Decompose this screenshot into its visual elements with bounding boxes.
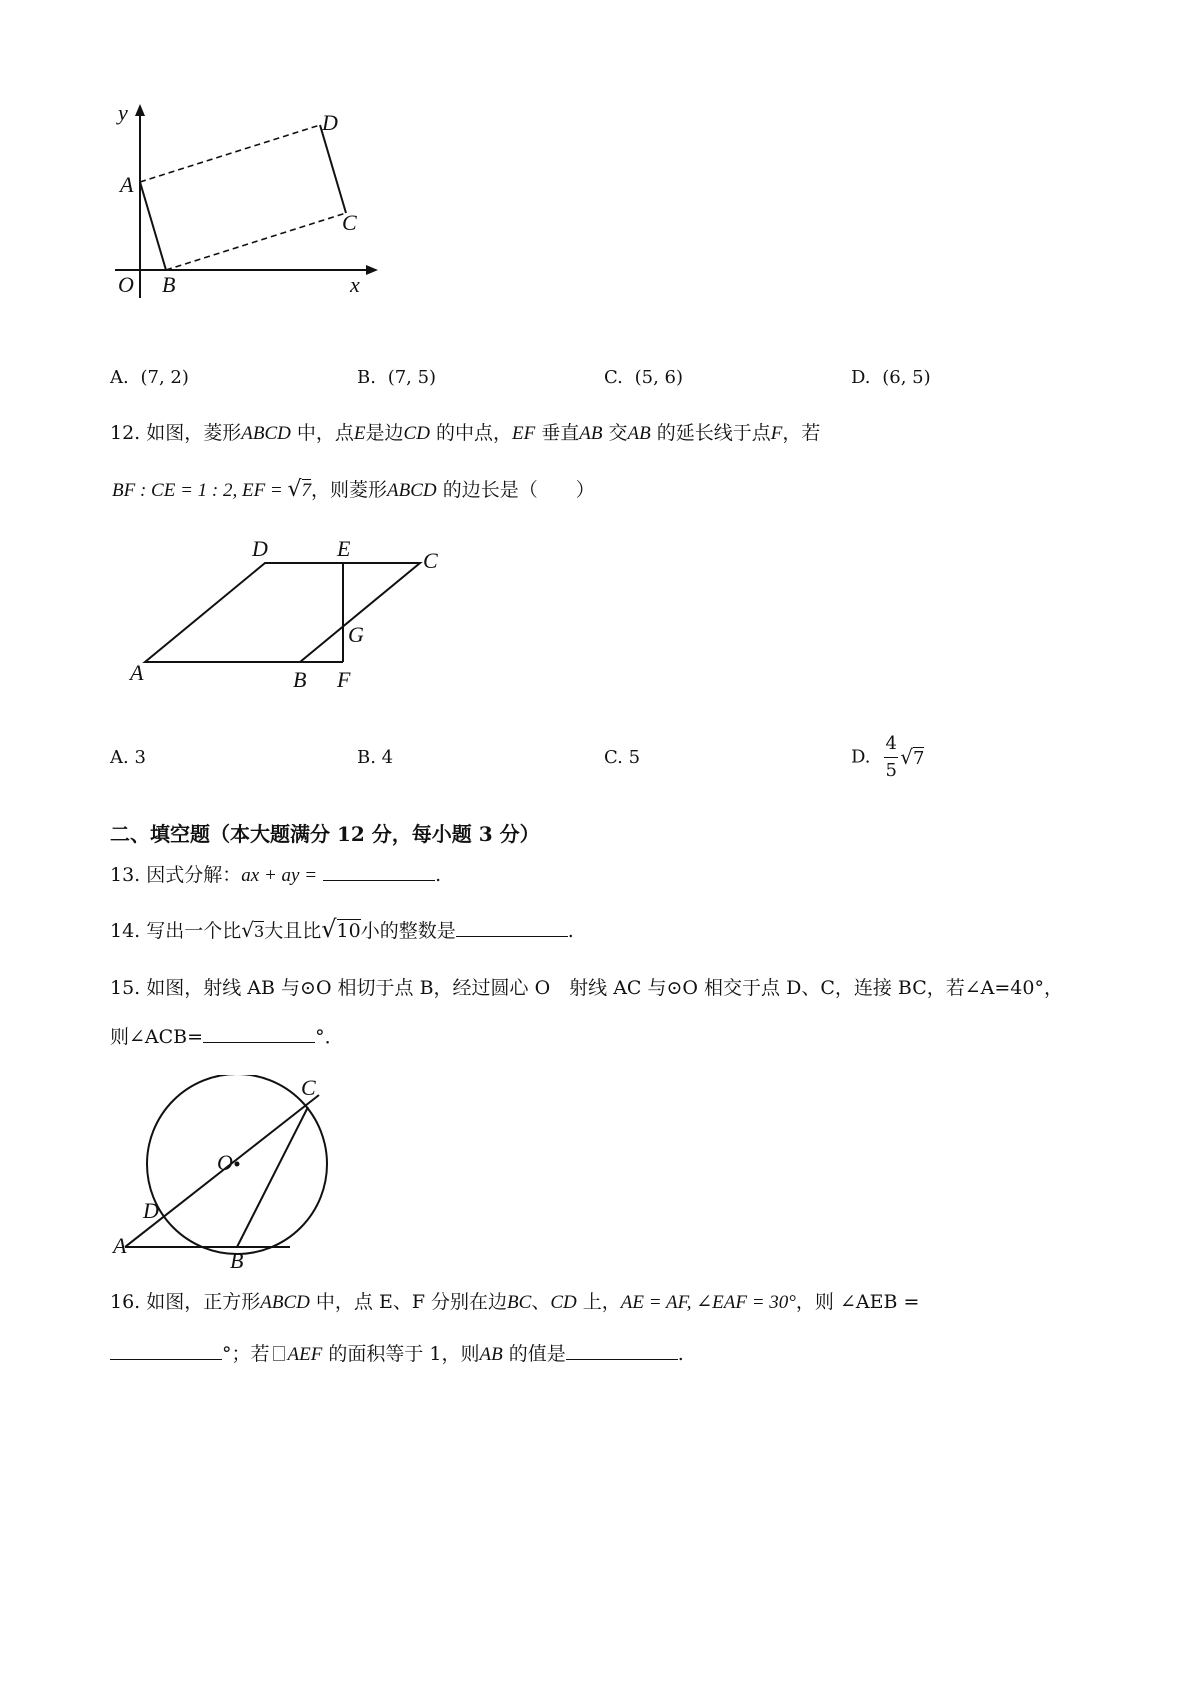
label-a: A: [130, 660, 144, 685]
sqrt: √3: [241, 918, 265, 942]
text: ，若: [782, 422, 821, 444]
label-b: B: [162, 272, 176, 297]
denominator: 5: [885, 760, 897, 781]
q11-option-b[interactable]: [357, 366, 436, 390]
answer-blank[interactable]: [323, 862, 435, 881]
segment-dc: [320, 125, 346, 213]
text: 、: [531, 1291, 551, 1313]
math-condition: AE = AF, ∠EAF = 30°: [620, 1292, 796, 1313]
q13: [110, 862, 441, 888]
option-letter: A.: [110, 367, 129, 388]
q11-figure: [110, 100, 410, 325]
q12-option-a[interactable]: A. 3: [110, 747, 146, 768]
option-letter: C.: [604, 367, 623, 388]
segment-bc: [237, 1107, 308, 1247]
q12-option-c[interactable]: C. 5: [604, 747, 641, 768]
text: .: [435, 864, 442, 886]
text: °；若: [222, 1343, 270, 1365]
label-a: A: [120, 172, 134, 197]
math-aef: AEF: [287, 1344, 323, 1365]
text: 的面积等于 1，则: [322, 1343, 480, 1365]
segment-ad: [140, 125, 320, 182]
q16-line1: [110, 1290, 919, 1315]
label-b: B: [293, 667, 307, 692]
sqrt: √7: [287, 477, 312, 502]
center-dot: [235, 1162, 240, 1167]
math-ab: AB: [579, 423, 603, 444]
label-a: A: [113, 1233, 127, 1258]
math-abcd: ABCD: [260, 1292, 310, 1313]
text: 的中点，: [429, 422, 512, 444]
text: ，则 ∠AEB =: [795, 1291, 920, 1313]
q12-option-b[interactable]: B. 4: [357, 747, 394, 768]
label-e: E: [337, 536, 351, 561]
text: .: [567, 920, 574, 942]
segment-ab: [140, 182, 166, 270]
text: 交: [602, 422, 628, 444]
math-expression: ax + ay =: [241, 865, 318, 886]
math-ratio: BF : CE = 1 : 2, EF =: [112, 480, 288, 501]
q16-line2: [110, 1341, 684, 1367]
label-y: y: [118, 100, 128, 125]
text: 14. 写出一个比: [110, 920, 242, 942]
math-f: F: [770, 423, 783, 444]
option-letter: B.: [357, 367, 376, 388]
label-c: C: [423, 548, 438, 573]
math-ef: EF: [512, 423, 536, 444]
label-d: D: [143, 1198, 159, 1223]
text: 大且比: [264, 920, 322, 942]
label-d: D: [252, 536, 268, 561]
y-axis-arrow: [135, 104, 145, 116]
text: 的边长是（ ）: [436, 479, 595, 501]
q15-line2: [110, 1024, 344, 1049]
text: 的延长线于点: [650, 422, 771, 444]
answer-blank[interactable]: [456, 918, 568, 937]
text: 中，点: [290, 422, 354, 444]
label-g: G: [348, 622, 364, 647]
q12-line1: [110, 421, 820, 446]
sqrt: √10: [321, 915, 361, 943]
text: 16. 如图，正方形: [110, 1291, 261, 1313]
text: 中，点 E、F 分别在边: [309, 1291, 508, 1313]
text: 垂直: [535, 422, 580, 444]
rhombus-abcd: [145, 563, 420, 662]
q15-figure: [105, 1075, 345, 1275]
math-ab: AB: [627, 423, 651, 444]
segment-bc: [166, 213, 346, 270]
q14: [110, 917, 574, 944]
option-value: (7, 2): [140, 367, 189, 388]
answer-blank-angle[interactable]: [110, 1341, 222, 1360]
math-e: E: [353, 423, 366, 444]
text: 是边: [365, 422, 404, 444]
text: 则∠ACB=: [110, 1026, 204, 1048]
sqrt-arg: 10: [336, 920, 361, 942]
q11-option-c[interactable]: [604, 366, 683, 390]
answer-blank-ab[interactable]: [566, 1341, 678, 1360]
sqrt: √7: [900, 744, 925, 769]
math-abcd: ABCD: [387, 480, 437, 501]
label-x: x: [350, 272, 360, 297]
q11-option-d[interactable]: [851, 366, 931, 390]
text: ，则菱形: [311, 479, 388, 501]
label-d: D: [322, 110, 338, 135]
label-o: O: [118, 272, 134, 297]
label-b: B: [230, 1248, 244, 1273]
q12-line2: [112, 478, 595, 503]
answer-blank[interactable]: [203, 1024, 315, 1043]
sqrt-arg: 7: [913, 747, 925, 769]
text: 上，: [576, 1291, 621, 1313]
label-f: F: [337, 667, 351, 692]
q12-figure: [115, 530, 455, 695]
math-abcd: ABCD: [241, 423, 291, 444]
label-o: O: [217, 1150, 233, 1175]
q11-option-a[interactable]: [110, 366, 189, 390]
option-letter: D.: [851, 367, 871, 388]
q12-option-d[interactable]: [851, 733, 924, 782]
triangle-icon: [273, 1346, 285, 1361]
numerator: 4: [885, 733, 897, 754]
option-letter: D.: [851, 746, 871, 768]
text: 12. 如图，菱形: [110, 422, 242, 444]
option-value: (5, 6): [634, 367, 683, 388]
option-value: (7, 5): [387, 367, 437, 388]
fraction: [884, 733, 898, 782]
q15-line1: 15. 如图，射线 AB 与⊙O 相切于点 B，经过圆心 O 射线 AC 与⊙O 相交于点 D、C，连接 BC，若∠A=40°，: [110, 977, 1063, 999]
section-title: 二、填空题（本大题满分 12 分，每小题 3 分）: [110, 822, 540, 846]
label-c: C: [301, 1075, 316, 1100]
text: 13. 因式分解：: [110, 864, 242, 886]
x-axis-arrow: [366, 265, 378, 275]
label-c: C: [342, 210, 357, 235]
math-cd: CD: [403, 423, 430, 444]
math-bc: BC: [507, 1292, 532, 1313]
sqrt-arg: 3: [254, 922, 265, 941]
text: 小的整数是: [360, 920, 456, 942]
math-ab: AB: [479, 1344, 503, 1365]
math-cd: CD: [550, 1292, 577, 1313]
text: 的值是: [502, 1343, 566, 1365]
sqrt-arg: 7: [301, 480, 312, 501]
option-value: (6, 5): [882, 367, 931, 388]
text: °．: [315, 1026, 344, 1048]
text: .: [677, 1343, 684, 1365]
